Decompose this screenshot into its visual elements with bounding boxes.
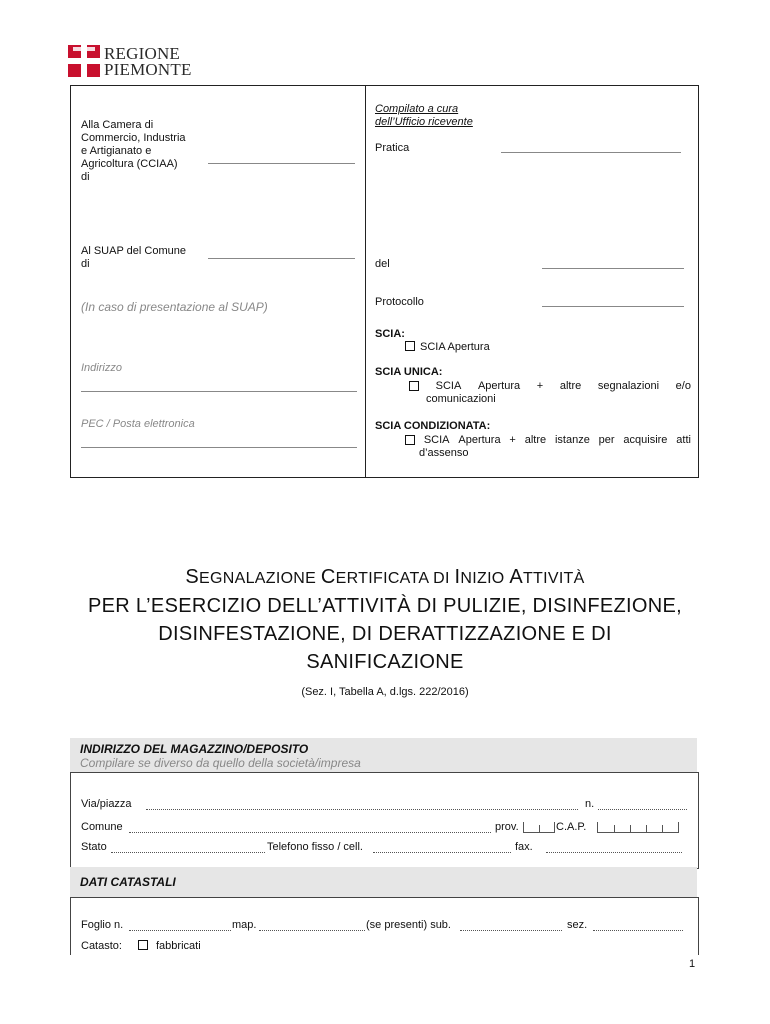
scia-cond-word: acquisire [623, 434, 668, 446]
n-label: n. [585, 798, 595, 810]
cadastral-section-header [70, 867, 697, 897]
title-initial: C [320, 566, 336, 588]
title-initial: S [185, 566, 200, 588]
logo [68, 44, 192, 79]
title-word: ERTIFICATA DI [335, 570, 455, 587]
scia-option[interactable] [405, 341, 490, 353]
scia-option-label: SCIA Apertura [420, 341, 490, 353]
via-label: Via/piazza [81, 798, 132, 810]
cap-field[interactable] [597, 822, 679, 833]
protocollo-label: Protocollo [375, 296, 424, 308]
scia-cond-option-line2: d’assenso [419, 447, 469, 459]
map-label: map. [232, 919, 257, 931]
scia-cond-word: istanze [554, 434, 590, 446]
warehouse-box [70, 772, 699, 869]
document-title-line4: SANIFICAZIONE [306, 651, 464, 673]
scia-cond-checkbox[interactable] [405, 435, 415, 445]
scia-checkbox[interactable] [405, 341, 415, 351]
del-field[interactable] [542, 268, 684, 269]
suap-label-line: Al SUAP del Comune [81, 245, 186, 257]
logo-line2: PIEMONTE [104, 60, 192, 79]
office-header-line: Compilato a cura [375, 103, 459, 115]
camera-label-line: e Artigianato e [81, 145, 152, 157]
stato-field[interactable] [111, 852, 265, 853]
comune-label: Comune [81, 821, 123, 833]
fabbricati-label: fabbricati [156, 940, 201, 952]
title-initial: I [454, 566, 461, 588]
warehouse-heading: INDIRIZZO DEL MAGAZZINO/DEPOSITO [80, 742, 309, 756]
warehouse-section-header [70, 738, 697, 772]
regione-piemonte-crest-icon [68, 45, 100, 77]
title-word: TTIVITÀ [522, 570, 585, 587]
suap-label-line: di [81, 258, 90, 270]
catasto-label: Catasto: [81, 940, 122, 952]
scia-cond-word: + [509, 434, 516, 446]
suap-label [81, 245, 186, 271]
del-label: del [375, 258, 390, 270]
sez-label: sez. [567, 919, 588, 931]
address-field[interactable] [81, 391, 357, 392]
camera-label-line: Agricoltura (CCIAA) [81, 158, 178, 170]
prov-label: prov. [495, 821, 519, 833]
warehouse-subheading: Compilare se diverso da quello della società/impresa [80, 756, 361, 770]
title-initial: A [509, 566, 523, 588]
sub-label: (se presenti) sub. [366, 919, 451, 931]
scia-unica-option[interactable] [409, 380, 691, 405]
office-header [375, 103, 473, 129]
pec-field[interactable] [81, 447, 357, 448]
foglio-field[interactable] [129, 930, 231, 931]
pratica-label: Pratica [375, 142, 410, 154]
prov-field[interactable] [523, 822, 555, 833]
scia-cond-word: altre [524, 434, 547, 446]
scia-unica-option-line2: comunicazioni [426, 393, 496, 405]
document-subtitle: (Sez. I, Tabella A, d.lgs. 222/2016) [301, 686, 469, 698]
cap-label: C.A.P. [556, 821, 587, 833]
document-title-line1 [0, 563, 770, 593]
telefono-field[interactable] [373, 852, 511, 853]
scia-cond-label: SCIA CONDIZIONATA: [375, 420, 491, 432]
pratica-field[interactable] [501, 152, 681, 153]
scia-unica-label: SCIA UNICA: [375, 366, 443, 378]
n-field[interactable] [598, 809, 687, 810]
fax-field[interactable] [546, 852, 682, 853]
camera-label-line: Commercio, Industria [81, 132, 186, 144]
foglio-label: Foglio n. [81, 919, 124, 931]
scia-unica-word: altre [559, 380, 582, 392]
scia-unica-word: SCIA [435, 380, 462, 392]
scia-cond-word: Apertura [458, 434, 501, 446]
title-word: NIZIO [460, 570, 510, 587]
camera-label [81, 119, 186, 184]
stato-label: Stato [81, 841, 107, 853]
camera-field[interactable] [208, 163, 355, 164]
map-field[interactable] [259, 930, 365, 931]
cadastral-heading: DATI CATASTALI [80, 875, 176, 889]
scia-unica-word: segnalazioni [597, 380, 660, 392]
protocollo-field[interactable] [542, 306, 684, 307]
logo-line1: REGIONE [104, 44, 180, 63]
fabbricati-option[interactable] [138, 940, 201, 952]
scia-unica-word: Apertura [477, 380, 521, 392]
recipient-box-divider [365, 86, 366, 477]
via-field[interactable] [146, 809, 578, 810]
document-title-line2: PER L’ESERCIZIO DELL’ATTIVITÀ DI PULIZIE, DISINFEZIONE, [87, 595, 683, 617]
suap-field[interactable] [208, 258, 355, 259]
document-title-line3: DISINFESTAZIONE, DI DERATTIZZAZIONE E DI [158, 623, 612, 645]
scia-label: SCIA: [375, 328, 405, 340]
page-number: 1 [689, 958, 696, 970]
address-label: Indirizzo [81, 362, 122, 374]
scia-cond-word: atti [676, 434, 691, 446]
fabbricati-checkbox[interactable] [138, 940, 148, 950]
scia-cond-word: per [598, 434, 615, 446]
scia-cond-option[interactable] [405, 434, 691, 459]
scia-cond-word: SCIA [423, 434, 450, 446]
suap-note: (In caso di presentazione al SUAP) [81, 300, 268, 314]
fax-label: fax. [515, 841, 533, 853]
sub-field[interactable] [460, 930, 562, 931]
title-word: EGNALAZIONE [199, 570, 321, 587]
scia-unica-word: + [536, 380, 544, 392]
camera-label-line: Alla Camera di [81, 119, 154, 131]
comune-field[interactable] [129, 832, 491, 833]
office-header-line: dell’Ufficio ricevente [375, 116, 473, 128]
pec-label: PEC / Posta elettronica [81, 418, 195, 430]
recipient-box [70, 85, 699, 478]
scia-unica-word: e/o [675, 380, 691, 392]
sez-field[interactable] [593, 930, 683, 931]
telefono-label: Telefono fisso / cell. [267, 841, 363, 853]
scia-unica-checkbox[interactable] [409, 381, 419, 391]
camera-label-line: di [81, 171, 90, 183]
cadastral-box [70, 897, 699, 955]
